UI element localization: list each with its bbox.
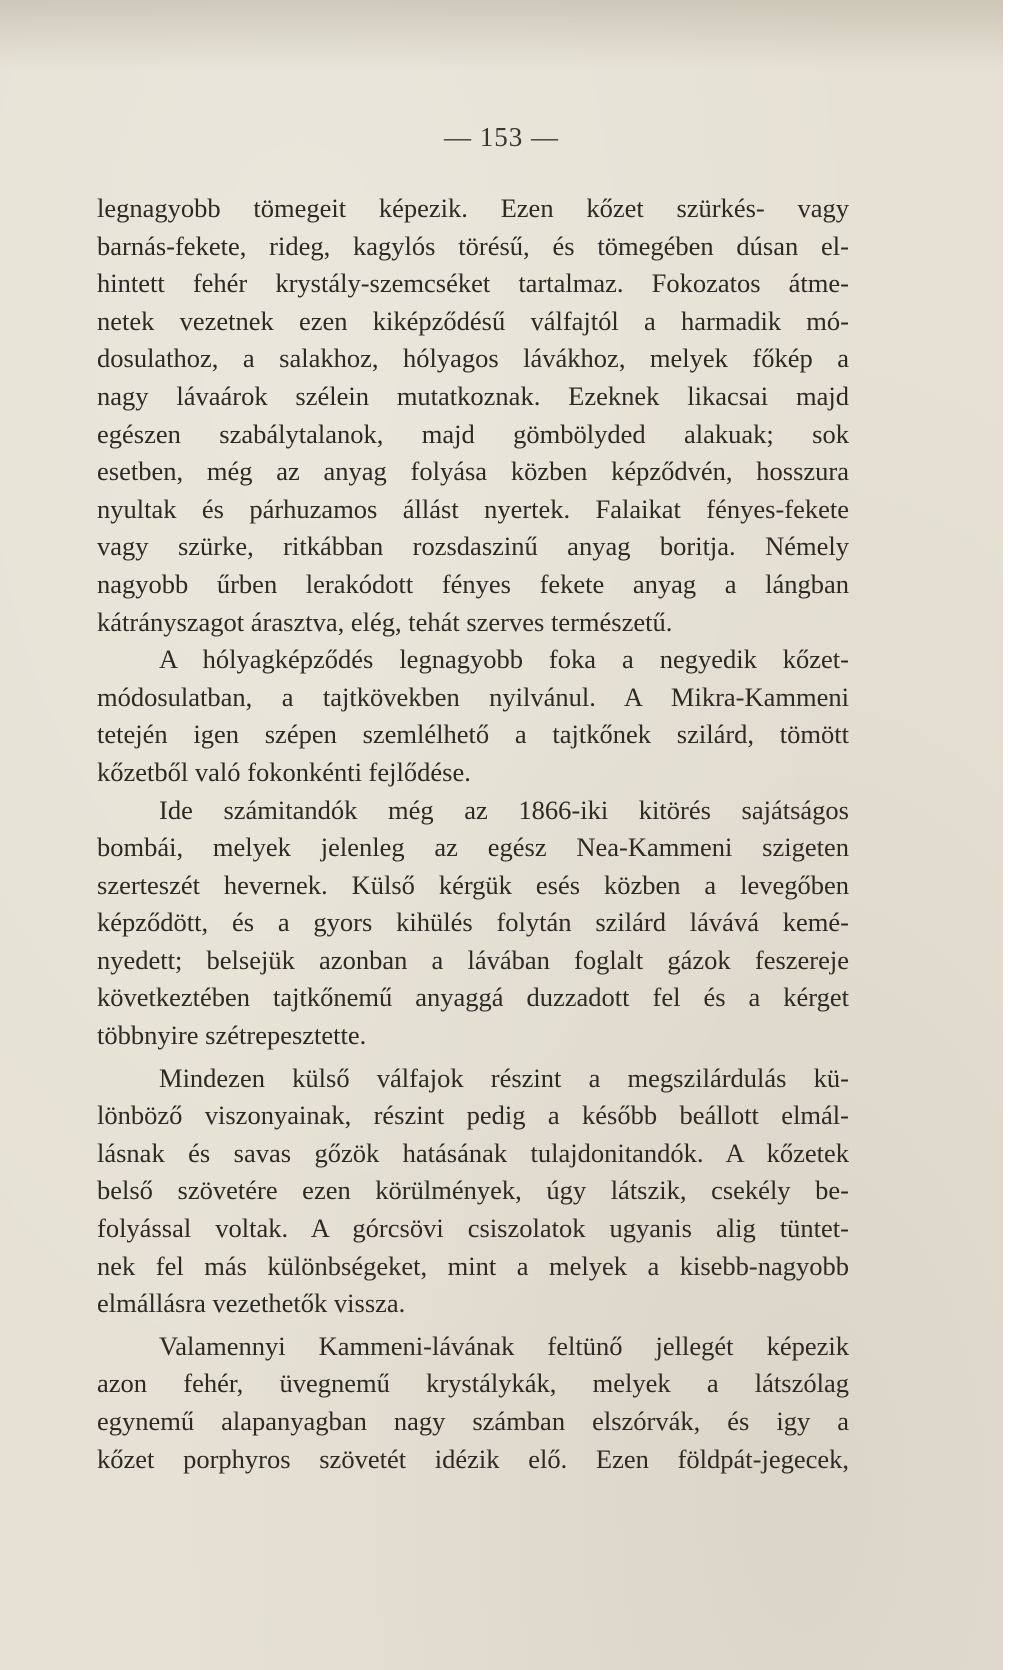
text-line: lönböző viszonyainak, részint pedig a később beállott elmál- xyxy=(97,1100,849,1131)
text-line: módosulatban, a tajtkövekben nyilvánul. A Mikra-Kammeni xyxy=(97,681,849,712)
text-line: tetején igen szépen szemlélhető a tajtkőnek szilárd, tömött xyxy=(97,719,849,750)
text-line: nyedett; belsejük azonban a lávában foglalt gázok feszereje xyxy=(97,944,849,975)
text-line: nek fel más különbségeket, mint a melyek a kisebb-nagyobb xyxy=(97,1250,849,1281)
text-line: vagy szürke, ritkábban rozsdaszinű anyag boritja. Némely xyxy=(97,531,849,562)
body-text xyxy=(97,190,849,1478)
text-line: Ide számitandók még az 1866-iki kitörés sajátságos xyxy=(159,794,849,825)
text-line: egynemű alapanyagban nagy számban elszórvák, és igy a xyxy=(97,1406,849,1436)
text-line: bombái, melyek jelenleg az egész Nea-Kammeni szigeten xyxy=(97,832,849,863)
text-line: képződött, és a gyors kihülés folytán szilárd lávává kemé- xyxy=(97,907,849,938)
text-line: folyással voltak. A górcsövi csiszolatok ugyanis alig tüntet- xyxy=(97,1213,849,1244)
paragraph xyxy=(97,641,849,791)
text-line: azon fehér, üvegnemű krystálykák, melyek a látszólag xyxy=(97,1368,849,1399)
text-line: esetben, még az anyag folyása közben képződvén, hosszura xyxy=(97,456,849,487)
text-line: egészen szabálytalanok, majd gömbölyded alakuak; sok xyxy=(97,418,849,449)
text-line: kőzet porphyros szövetét idézik elő. Ezen földpát-jegecek, xyxy=(97,1443,849,1474)
text-line: szerteszét hevernek. Külső kérgük esés közben a levegőben xyxy=(97,869,849,900)
text-line: kőzetből való fokonkénti fejlődése. xyxy=(97,756,471,787)
paragraph xyxy=(97,1060,849,1323)
text-line: kátrányszagot árasztva, elég, tehát szerves természetű. xyxy=(97,606,673,637)
text-line: nagy lávaárok szélein mutatkoznak. Ezeknek likacsai majd xyxy=(97,380,849,411)
text-line: hintett fehér krystály-szemcséket tartalmaz. Fokozatos átme- xyxy=(97,268,849,299)
text-line: következtében tajtkőnemű anyaggá duzzadott fel és a kérget xyxy=(97,982,849,1013)
page-edge-shadow xyxy=(0,0,1003,70)
paragraph xyxy=(97,1328,849,1478)
text-line: legnagyobb tömegeit képezik. Ezen kőzet szürkés- vagy xyxy=(97,193,849,223)
text-line: elmállásra vezethetők vissza. xyxy=(97,1288,406,1319)
text-line: barnás-fekete, rideg, kagylós törésű, és tömegében dúsan el- xyxy=(97,230,849,261)
text-line: nagyobb űrben lerakódott fényes fekete anyag a lángban xyxy=(97,568,849,599)
text-line: Valamennyi Kammeni-lávának feltünő jellegét képezik xyxy=(159,1330,849,1361)
text-line: belső szövetére ezen körülmények, úgy látszik, csekély be- xyxy=(97,1175,849,1206)
text-line: dosulathoz, a salakhoz, hólyagos lávákhoz, melyek főkép a xyxy=(97,343,849,374)
text-line: Mindezen külső válfajok részint a megszilárdulás kü- xyxy=(159,1062,849,1093)
text-line: nyultak és párhuzamos állást nyertek. Falaikat fényes-fekete xyxy=(97,493,849,524)
paragraph xyxy=(97,190,849,641)
text-line: A hólyagképződés legnagyobb foka a negyedik kőzet- xyxy=(159,644,849,675)
text-line: lásnak és savas gőzök hatásának tulajdonitandók. A kőzetek xyxy=(97,1137,849,1168)
text-line: többnyire szétrepesztette. xyxy=(97,1020,367,1051)
page-number: — 153 — xyxy=(444,122,559,152)
paragraph xyxy=(97,792,849,1055)
text-line: netek vezetnek ezen kiképződésű válfajtól a harmadik mó- xyxy=(97,305,849,336)
